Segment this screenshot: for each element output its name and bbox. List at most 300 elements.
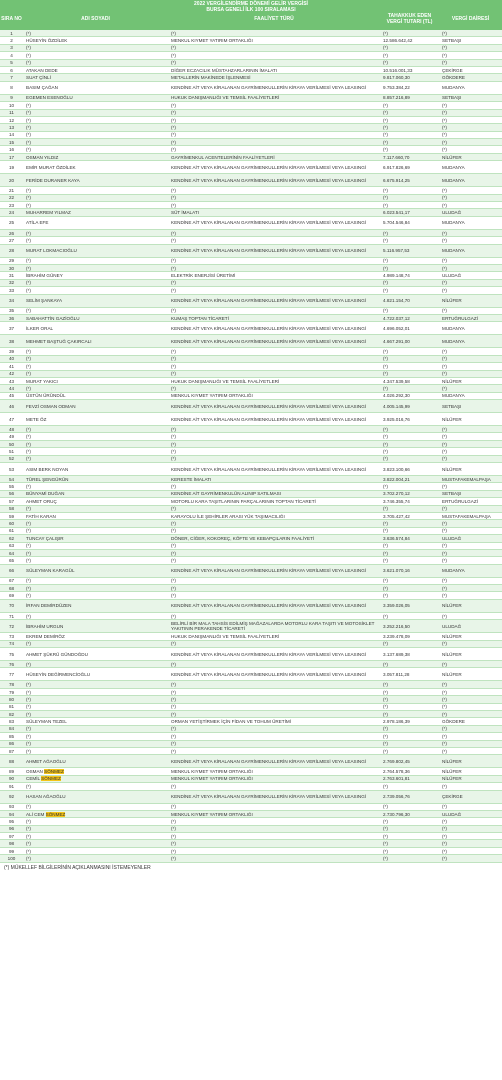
row-activity: (*)	[171, 558, 176, 563]
row-number: 52	[8, 456, 15, 462]
name-text: SABAHATTİN GAZİOĞLU	[26, 315, 80, 321]
row-amount: (*)	[383, 484, 388, 490]
row-number: 12	[8, 117, 15, 123]
row-number: 57	[8, 498, 15, 504]
row-tax-office: (*)	[442, 117, 447, 123]
row-name	[23, 755, 168, 767]
table-row	[0, 363, 502, 370]
row-amount: (*)	[383, 124, 388, 130]
row-amount: (*)	[383, 385, 388, 391]
row-amount: (*)	[383, 230, 388, 236]
name-text: HASAN AĞAOĞLU	[26, 794, 66, 800]
row-name	[23, 578, 168, 584]
row-tax-office: (*)	[442, 287, 447, 293]
row-number: 84	[8, 726, 15, 732]
row-number: 74	[8, 641, 15, 647]
row-activity: (*)	[171, 426, 176, 432]
row-tax-office: NİLÜFER	[442, 671, 462, 677]
row-name	[23, 818, 168, 824]
row-name	[23, 476, 168, 482]
row-tax-office: ULUDAĞ	[442, 210, 462, 216]
table-row	[0, 550, 502, 557]
highlighted-surname: SÖNMEZ	[44, 769, 64, 775]
row-number: 24	[8, 210, 15, 216]
row-number: 56	[8, 491, 15, 497]
row-tax-office: (*)	[442, 613, 447, 619]
name-text: MUHARREM YILMAZ	[26, 210, 71, 216]
row-name	[23, 520, 168, 526]
row-activity: KENDİNE AİT VEYA KİRALANAN GAYRİMENKULLERİN KİRAYA VERİLMESİ VEYA LEASINGİ	[171, 325, 367, 331]
highlighted-surname: SÖNMEZ	[45, 811, 66, 817]
table-row	[0, 195, 502, 202]
row-name	[23, 783, 168, 789]
row-tax-office: (*)	[442, 733, 447, 739]
row-tax-office: (*)	[442, 741, 447, 747]
row-number: 99	[8, 848, 15, 854]
row-number: 70	[8, 603, 15, 609]
table-row	[0, 426, 502, 433]
row-name	[23, 146, 168, 152]
row-activity: (*)	[171, 521, 176, 527]
row-activity: (*)	[171, 783, 176, 789]
row-activity: (*)	[171, 371, 176, 377]
name-text: (*)	[26, 804, 31, 810]
row-name	[23, 230, 168, 236]
row-name	[23, 513, 168, 519]
table-row	[0, 37, 502, 44]
row-activity: ELEKTRİK ENERJİSİ ÜRETİMİ	[171, 273, 236, 279]
row-activity: METALLERİN MAKİNEDE İŞLENMESİ	[171, 75, 251, 81]
row-activity: (*)	[171, 848, 176, 854]
row-amount: (*)	[383, 280, 388, 286]
row-activity: MENKUL KIYMET YATIRIM ORTAKLIĞI	[171, 38, 253, 44]
name-text: EMİR MURAT ÖZDİLEK	[26, 164, 76, 170]
name-text: (*)	[26, 704, 31, 710]
table-row	[0, 400, 502, 413]
row-activity: KENDİNE AİT VEYA KİRALANAN GAYRİMENKULLERİN KİRAYA VERİLMESİ VEYA LEASINGİ	[171, 671, 367, 677]
row-tax-office: (*)	[442, 434, 447, 440]
row-number: 33	[8, 287, 15, 293]
row-tax-office: (*)	[442, 818, 447, 824]
row-number: 85	[8, 733, 15, 739]
row-amount: 4.667.291,00	[383, 338, 410, 344]
row-number: 47	[8, 416, 15, 422]
name-text: (*)	[26, 258, 31, 264]
row-activity: (*)	[171, 60, 176, 66]
row-tax-office: (*)	[442, 726, 447, 732]
row-activity: KENDİNE AİT VEYA KİRALANAN GAYRİMENKULLERİN KİRAYA VERİLMESİ VEYA LEASINGİ	[171, 794, 367, 800]
row-activity: (*)	[171, 448, 176, 454]
row-name	[23, 592, 168, 598]
row-tax-office: (*)	[442, 804, 447, 810]
table-row	[0, 82, 502, 95]
name-text: (*)	[26, 102, 31, 108]
row-number: 91	[8, 783, 15, 789]
row-activity: (*)	[171, 613, 176, 619]
table-row	[0, 513, 502, 520]
row-name	[23, 95, 168, 101]
table-row	[0, 139, 502, 146]
name-text: (*)	[26, 833, 31, 839]
row-activity: KUMAŞ TOPTAN TİCARETİ	[171, 315, 229, 321]
row-name	[23, 768, 168, 774]
row-activity: KENDİNE AİT VEYA KİRALANAN GAYRİMENKULLERİN KİRAYA VERİLMESİ VEYA LEASINGİ	[171, 568, 367, 574]
row-tax-office: (*)	[442, 385, 447, 391]
row-number: 51	[8, 448, 15, 454]
row-number: 11	[9, 110, 14, 116]
row-amount: 3.057.811,28	[383, 671, 410, 677]
row-activity: KENDİNE AİT VEYA KİRALANAN GAYRİMENKULLERİN KİRAYA VERİLMESİ VEYA LEASINGİ	[171, 603, 367, 609]
row-tax-office: MUDANYA	[442, 248, 465, 254]
row-amount: 4.722.037,12	[383, 315, 410, 321]
row-activity: (*)	[171, 543, 176, 549]
row-amount: 3.746.355,74	[383, 498, 410, 504]
row-amount: (*)	[383, 202, 388, 208]
row-number: 8	[10, 85, 13, 91]
row-tax-office: (*)	[442, 826, 447, 832]
row-amount: (*)	[383, 558, 388, 563]
row-name	[23, 37, 168, 43]
row-name	[23, 456, 168, 462]
row-amount: 2.978.186,39	[383, 719, 410, 725]
table-row	[0, 648, 502, 661]
row-activity: (*)	[171, 265, 176, 271]
row-activity: KENDİNE AİT VEYA KİRALANAN GAYRİMENKULLERİN KİRAYA VERİLMESİ VEYA LEASINGİ	[171, 164, 367, 170]
row-name	[23, 413, 168, 425]
row-activity: MOTORLU KARA TAŞITLARININ PARÇALARININ TOPTAN TİCARETİ	[171, 498, 316, 504]
row-activity: (*)	[171, 124, 176, 130]
row-name	[23, 110, 168, 116]
footnote: (*) MÜKELLEF BİLGİLERİNİN AÇIKLANMASINI İSTEMEYENLER	[4, 864, 151, 871]
name-text: (*)	[26, 741, 31, 747]
row-tax-office: MUSTAFAKEMALPAŞA	[442, 513, 491, 519]
table-row	[0, 592, 502, 599]
header-sira: SIRA NO	[1, 16, 22, 22]
table-row	[0, 378, 502, 385]
row-tax-office: (*)	[442, 265, 447, 271]
row-name	[23, 689, 168, 695]
row-amount: (*)	[383, 132, 388, 138]
name-text: ATİLA EFE	[26, 220, 49, 226]
row-amount: (*)	[383, 855, 388, 861]
row-tax-office: MUDANYA	[442, 220, 465, 226]
row-activity: KENDİNE AİT VEYA KİRALANAN GAYRİMENKULLERİN KİRAYA VERİLMESİ VEYA LEASINGİ	[171, 403, 367, 409]
row-activity: KENDİNE AİT VEYA KİRALANAN GAYRİMENKULLERİN KİRAYA VERİLMESİ VEYA LEASINGİ	[171, 298, 367, 304]
row-tax-office: (*)	[442, 833, 447, 839]
row-number: 100	[7, 855, 16, 861]
name-text: (*)	[26, 818, 31, 824]
table-row	[0, 620, 502, 633]
row-name	[23, 385, 168, 391]
row-activity: (*)	[171, 202, 176, 208]
row-tax-office: (*)	[442, 349, 447, 355]
name-text: (*)	[26, 748, 31, 754]
row-name	[23, 811, 168, 817]
row-tax-office: (*)	[442, 195, 447, 201]
row-number: 21	[8, 187, 15, 193]
row-number: 92	[8, 794, 15, 800]
row-name	[23, 322, 168, 334]
row-name	[23, 174, 168, 186]
row-name	[23, 195, 168, 201]
row-name	[23, 641, 168, 647]
row-activity: (*)	[171, 704, 176, 710]
row-name	[23, 30, 168, 36]
row-amount: 3.636.574,84	[383, 535, 410, 541]
name-text: METE ÖZ	[26, 416, 47, 422]
table-row	[0, 578, 502, 585]
row-tax-office: MUDANYA	[442, 393, 465, 399]
header-adi: ADI SOYADI	[81, 16, 110, 22]
name-text: (*)	[26, 187, 31, 193]
row-amount: 9.753.384,22	[383, 85, 410, 91]
row-number: 38	[8, 338, 15, 344]
name-text: (*)	[26, 613, 31, 619]
row-activity: (*)	[171, 30, 176, 36]
name-text: ASIM BERK NOYAN	[26, 466, 69, 472]
row-amount: 2.769.802,45	[383, 758, 410, 764]
name-text: SUAT ÇİNLİ	[26, 75, 51, 81]
row-name	[23, 506, 168, 512]
row-amount: 3.239.478,09	[383, 633, 410, 639]
row-activity: BELİRLİ BİR MALA TAHSİS EDİLMİŞ MAĞAZALARDA MOTORLU KARA TAŞITI VE MOTOSİKLET YAKITININ PERAKENDE TİCARETİ	[171, 621, 375, 632]
row-activity: (*)	[171, 287, 176, 293]
name-text: (*)	[26, 456, 31, 462]
name-text: (*)	[26, 841, 31, 847]
row-number: 54	[8, 476, 15, 482]
row-amount: 3.823.100,66	[383, 466, 410, 472]
row-tax-office: NİLÜFER	[442, 603, 462, 609]
name-text: (*)	[26, 550, 31, 556]
row-name	[23, 348, 168, 354]
table-row	[0, 335, 502, 348]
table-row	[0, 804, 502, 811]
table-row	[0, 265, 502, 272]
row-number: 93	[8, 804, 15, 810]
row-activity: MENKUL KIYMET YATIRIM ORTAKLIĞI	[171, 811, 253, 817]
row-activity: (*)	[171, 434, 176, 440]
row-amount: 2.764.578,36	[383, 769, 410, 775]
row-name	[23, 804, 168, 810]
row-number: 81	[8, 704, 15, 710]
row-number: 65	[8, 558, 15, 563]
name-text: (*)	[26, 711, 31, 717]
row-number: 30	[8, 265, 15, 271]
header-tutar: TAHAKKUK EDEN VERGİ TUTARI (TL)	[386, 13, 433, 25]
row-amount: (*)	[383, 661, 388, 667]
row-activity: KENDİNE AİT VEYA KİRALANAN GAYRİMENKULLERİN KİRAYA VERİLMESİ VEYA LEASINGİ	[171, 758, 367, 764]
row-number: 79	[8, 689, 15, 695]
row-number: 67	[8, 578, 15, 584]
row-amount: (*)	[383, 237, 388, 243]
page-title	[0, 1, 502, 13]
row-activity: (*)	[171, 711, 176, 717]
table-row	[0, 413, 502, 426]
table-row	[0, 696, 502, 703]
row-number: 29	[8, 258, 15, 264]
row-amount: (*)	[383, 363, 388, 369]
row-name	[23, 668, 168, 680]
row-activity: KENDİNE AİT VEYA KİRALANAN GAYRİMENKULLERİN KİRAYA VERİLMESİ VEYA LEASINGİ	[171, 177, 367, 183]
row-tax-office: (*)	[442, 689, 447, 695]
row-activity: (*)	[171, 855, 176, 861]
row-tax-office: (*)	[442, 748, 447, 754]
row-number: 69	[8, 593, 15, 599]
row-amount: (*)	[383, 521, 388, 527]
name-text: (*)	[26, 30, 31, 36]
row-activity: (*)	[171, 484, 176, 490]
table-row	[0, 491, 502, 498]
row-name	[23, 585, 168, 591]
table-row	[0, 124, 502, 131]
row-activity: HUKUK DANIŞMANLIĞI VE TEMSİL FAALİYETLERİ	[171, 633, 280, 639]
row-name	[23, 426, 168, 432]
row-amount: (*)	[383, 265, 388, 271]
row-activity: (*)	[171, 826, 176, 832]
row-name	[23, 528, 168, 534]
row-amount: (*)	[383, 349, 388, 355]
row-activity: (*)	[171, 230, 176, 236]
row-number: 43	[8, 378, 15, 384]
row-tax-office: SETBAŞI	[442, 95, 462, 101]
row-number: 7	[10, 75, 13, 81]
row-name	[23, 400, 168, 412]
row-tax-office: (*)	[442, 585, 447, 591]
name-text: (*)	[26, 349, 31, 355]
row-amount: 5.704.546,84	[383, 220, 410, 226]
name-text: BASIM ÇAĞAN	[26, 85, 58, 91]
row-name	[23, 557, 168, 563]
name-text: (*)	[26, 426, 31, 432]
name-text: (*)	[26, 434, 31, 440]
row-number: 62	[8, 535, 15, 541]
row-number: 23	[8, 202, 15, 208]
table-row	[0, 154, 502, 161]
name-text: OSMAN	[26, 769, 45, 775]
row-tax-office: (*)	[442, 147, 447, 153]
row-tax-office: MUDANYA	[442, 177, 465, 183]
table-row	[0, 704, 502, 711]
table-row	[0, 217, 502, 230]
row-amount: (*)	[383, 60, 388, 66]
row-tax-office: NİLÜFER	[442, 758, 462, 764]
row-name	[23, 258, 168, 264]
row-activity: (*)	[171, 110, 176, 116]
row-activity: KENDİNE AİT VEYA KİRALANAN GAYRİMENKULLERİN KİRAYA VERİLMESİ VEYA LEASINGİ	[171, 466, 367, 472]
row-tax-office: (*)	[442, 139, 447, 145]
row-tax-office: ULUDAĞ	[442, 535, 462, 541]
row-amount: 4.696.052,01	[383, 325, 410, 331]
row-name	[23, 648, 168, 660]
name-text: (*)	[26, 558, 31, 563]
name-text: ÜSTÜN ÜRÜNDÜL	[26, 393, 66, 399]
row-tax-office: (*)	[442, 30, 447, 36]
name-text: SÜLEYMAN KARAGÜL	[26, 568, 75, 574]
row-number: 40	[8, 356, 15, 362]
table-row	[0, 520, 502, 527]
name-text: (*)	[26, 280, 31, 286]
row-activity: HUKUK DANIŞMANLIĞI VE TEMSİL FAALİYETLERİ	[171, 95, 280, 101]
name-text: (*)	[26, 356, 31, 362]
row-activity: (*)	[171, 45, 176, 51]
row-amount: (*)	[383, 578, 388, 584]
row-number: 98	[8, 841, 15, 847]
row-amount: (*)	[383, 308, 388, 314]
row-name	[23, 448, 168, 454]
row-number: 19	[8, 164, 15, 170]
row-name	[23, 74, 168, 80]
row-amount: (*)	[383, 426, 388, 432]
name-text: (*)	[26, 202, 31, 208]
name-text: ATAKAN DEDE	[26, 67, 58, 73]
table-row	[0, 30, 502, 37]
row-name	[23, 565, 168, 577]
row-tax-office: (*)	[442, 558, 447, 563]
name-text: (*)	[26, 543, 31, 549]
row-tax-office: (*)	[442, 704, 447, 710]
row-amount: 4.989.148,74	[383, 273, 410, 279]
row-activity: (*)	[171, 456, 176, 462]
row-tax-office: NİLÜFER	[442, 154, 462, 160]
row-amount: (*)	[383, 441, 388, 447]
row-number: 87	[8, 748, 15, 754]
row-amount: 4.821.154,70	[383, 298, 410, 304]
table-row	[0, 768, 502, 775]
row-amount: (*)	[383, 711, 388, 717]
table-row	[0, 308, 502, 315]
name-text: AHMET ORUÇ	[26, 498, 57, 504]
table-row	[0, 557, 502, 564]
name-text: (*)	[26, 195, 31, 201]
row-tax-office: NİLÜFER	[442, 651, 462, 657]
table-row	[0, 258, 502, 265]
row-amount: (*)	[383, 818, 388, 824]
row-activity: DÖNER, CİĞER, KOKOREÇ, KÖFTE VE KEBAPÇILARIN FAALİYETİ	[171, 535, 315, 541]
row-amount: (*)	[383, 613, 388, 619]
table-row	[0, 528, 502, 535]
row-activity: KERESTE İMALATI	[171, 476, 212, 482]
row-tax-office: SETBAŞI	[442, 403, 462, 409]
row-activity: (*)	[171, 195, 176, 201]
name-text: MEHMET BAŞTUĞ ÇAKIRCALI	[26, 338, 92, 344]
row-number: 1	[10, 30, 13, 36]
row-tax-office: (*)	[442, 506, 447, 512]
row-activity: ORMAN YETİŞTİRMEK İÇİN FİDAN VE TOHUM ÜRETİMİ	[171, 719, 291, 725]
row-name	[23, 833, 168, 839]
table-row	[0, 315, 502, 322]
row-activity: (*)	[171, 748, 176, 754]
row-name	[23, 483, 168, 489]
row-amount: 3.822.004,21	[383, 476, 410, 482]
row-amount: 3.137.689,38	[383, 651, 410, 657]
row-name	[23, 681, 168, 687]
row-activity: DİĞER ECZACILIK MÜSTAHZARLARININ İMALATI	[171, 67, 278, 73]
name-text: (*)	[26, 117, 31, 123]
table-row	[0, 95, 502, 102]
name-text: (*)	[26, 147, 31, 153]
row-number: 2	[10, 38, 13, 44]
name-text: (*)	[26, 484, 31, 490]
table-row	[0, 776, 502, 783]
row-number: 90	[8, 776, 15, 782]
row-amount: (*)	[383, 287, 388, 293]
name-text: BÜNYAMİ DUĞAN	[26, 491, 65, 497]
table-row	[0, 146, 502, 153]
row-amount: (*)	[383, 456, 388, 462]
row-amount: 4.026.292,30	[383, 393, 410, 399]
row-activity: (*)	[171, 385, 176, 391]
row-name	[23, 132, 168, 138]
